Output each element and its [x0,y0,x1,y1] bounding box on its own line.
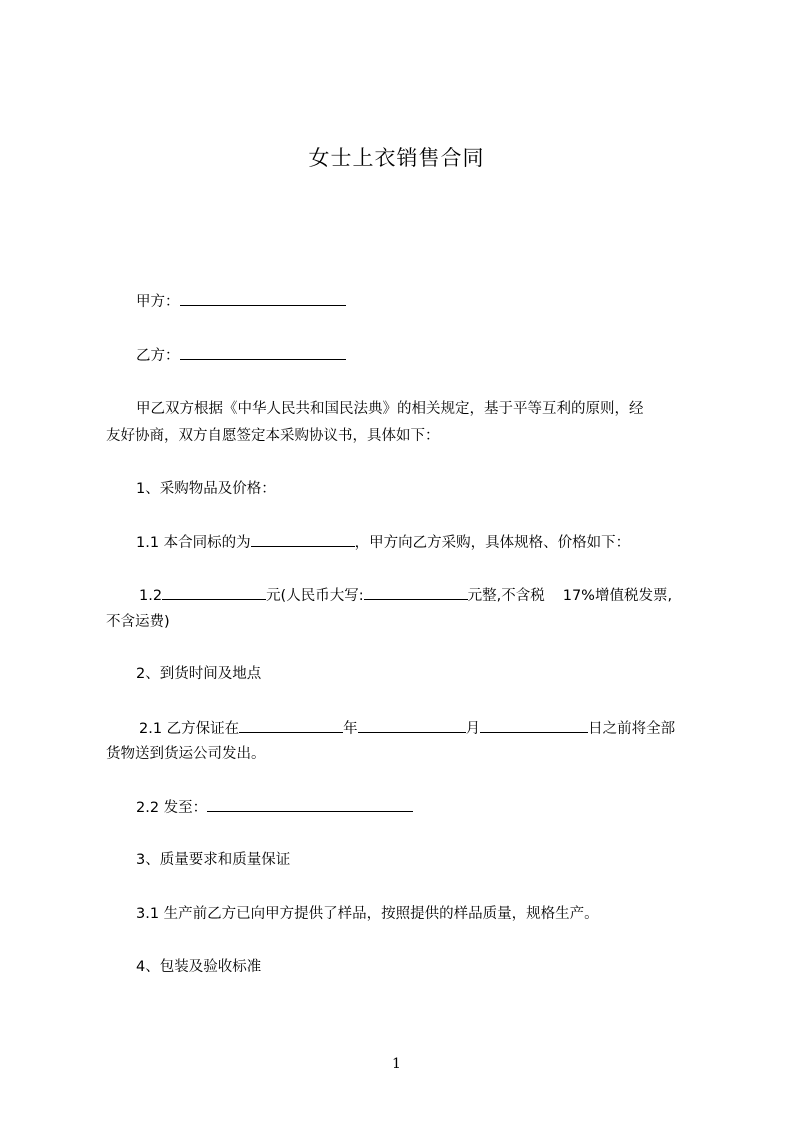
clause-1-1 [136,532,630,553]
month-blank [358,718,466,733]
day-blank [480,718,588,733]
section-4-heading: 4、包装及验收标准 [136,959,262,975]
section-1-heading: 1、采购物品及价格： [136,481,276,497]
party-a-label: 甲方： [136,294,180,310]
clause-1-2-invoice: 17%增值税发票, [562,588,673,604]
party-b-line [136,345,346,366]
section-2-heading: 2、到货时间及地点 [136,666,262,682]
month-label: 月 [465,721,481,737]
clause-1-2-prefix: 1.2 [139,588,163,604]
party-b-blank [180,345,346,360]
party-a-blank [180,291,346,306]
section-3-heading: 3、质量要求和质量保证 [136,852,291,868]
year-blank [239,718,343,733]
clause-1-2 [139,585,672,606]
clause-1-1-prefix: 1.1 本合同标的为 [136,535,251,551]
party-a-line [136,291,346,312]
clause-1-2-currency: 元(人民币大写: [266,588,364,604]
clause-1-2-tax: 元整,不含税 [467,588,545,604]
intro-line-1: 甲乙双方根据《中华人民共和国民法典》的相关规定，基于平等互利的原则，经 [136,401,644,417]
page-number: 1 [392,1056,401,1072]
clause-2-2-label: 2.2 发至： [136,800,208,816]
clause-2-1-line2: 货物送到货运公司发出。 [106,746,266,762]
intro-line-2: 友好协商，双方自愿签定本采购协议书，具体如下： [106,428,440,444]
clause-2-1-prefix: 2.1 乙方保证在 [139,721,240,737]
price-blank [162,585,266,600]
price-capital-blank [364,585,468,600]
year-label: 年 [343,721,358,737]
destination-blank [207,797,413,812]
clause-2-1 [139,718,675,739]
subject-blank [251,532,355,547]
day-label: 日之前将全部 [588,721,676,737]
clause-1-2-line2: 不含运费) [106,614,170,630]
page-title: 女士上衣销售合同 [308,146,485,170]
clause-1-1-suffix: ，甲方向乙方采购，具体规格、价格如下： [354,535,631,551]
clause-2-2 [136,797,413,818]
clause-3-1: 3.1 生产前乙方已向甲方提供了样品，按照提供的样品质量，规格生产。 [136,906,599,922]
party-b-label: 乙方： [136,348,180,364]
